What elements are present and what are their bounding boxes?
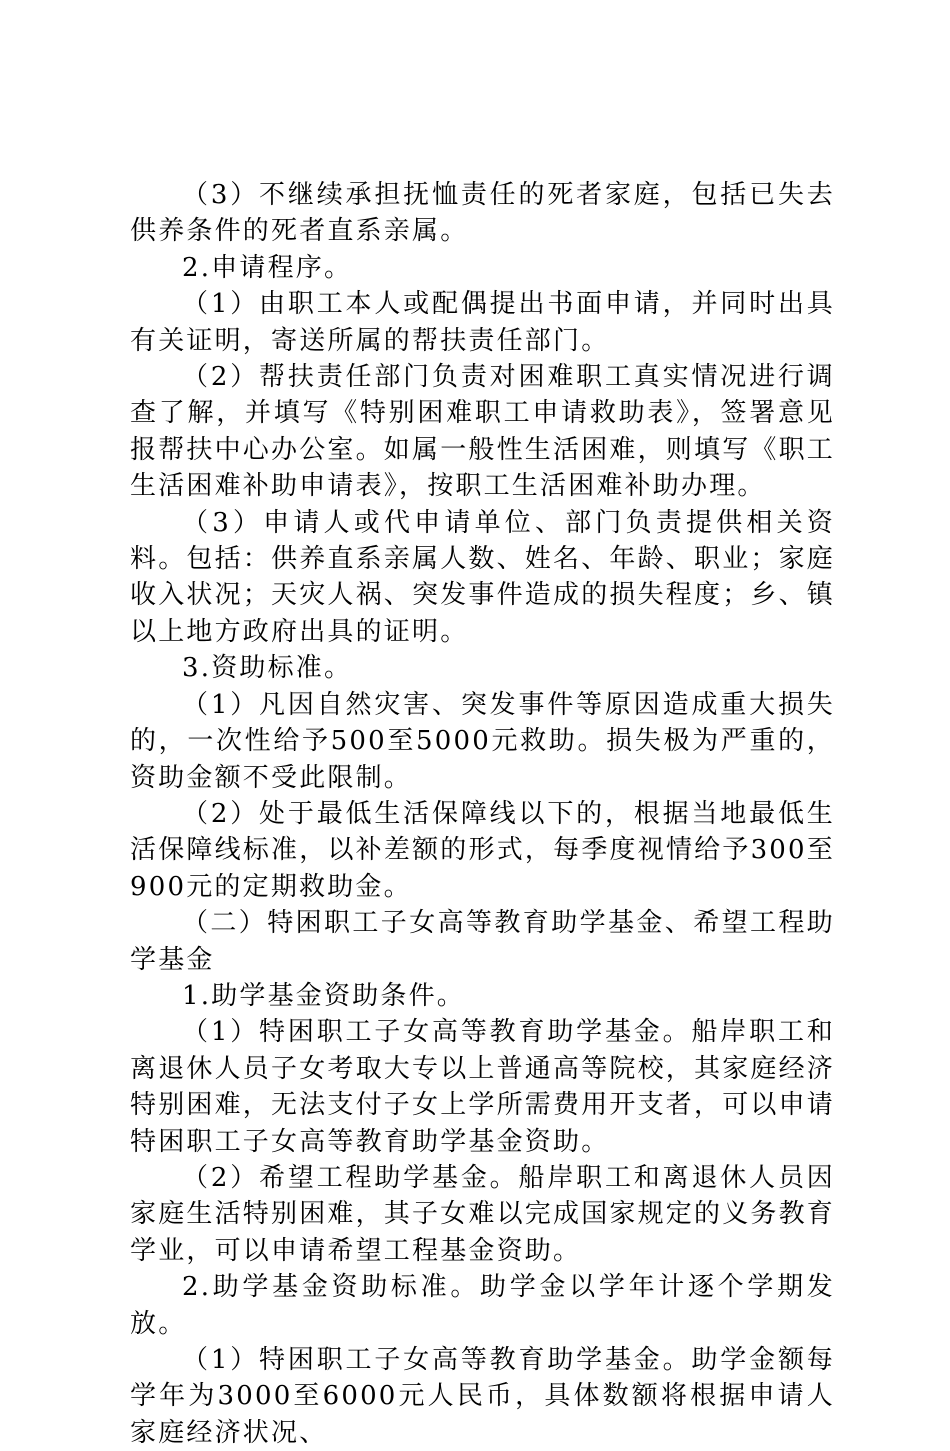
heading-fund-conditions: 1.助学基金资助条件。 — [182, 980, 466, 1011]
heading-aid-standard: 3.资助标准。 — [182, 653, 353, 684]
paragraph-standard-1: （1）凡因自然灾害、突发事件等原因造成重大损失的，一次性给予500至5000元救助。损失极为严重的，资助金额不受此限制。 — [130, 689, 835, 793]
document-body — [130, 177, 835, 1451]
paragraph-standard-2: （2）处于最低生活保障线以下的，根据当地最低生活保障线标准，以补差额的形式，每季度视情给予300至900元的定期救助金。 — [130, 798, 835, 902]
paragraph-fund-condition-1: （1）特困职工子女高等教育助学基金。船岸职工和离退休人员子女考取大专以上普通高等院校，其家庭经济特别困难，无法支付子女上学所需费用开支者，可以申请特困职工子女高等教育助学基金资助。 — [130, 1017, 836, 1157]
paragraph-procedure-1: （1）由职工本人或配偶提出书面申请，并同时出具有关证明，寄送所属的帮扶责任部门。 — [130, 289, 835, 356]
paragraph-procedure-2: （2）帮扶责任部门负责对困难职工真实情况进行调查了解，并填写《特别困难职工申请救助表》，签署意见报帮扶中心办公室。如属一般性生活困难，则填写《职工生活困难补助申请表》，按职工生活困难补助办理。 — [130, 362, 836, 502]
heading-education-fund: （二）特困职工子女高等教育助学基金、希望工程助学基金 — [130, 908, 835, 975]
paragraph-fund-condition-2: （2）希望工程助学基金。船岸职工和离退休人员因家庭生活特别困难，其子女难以完成国家规定的义务教育学业，可以申请希望工程基金资助。 — [130, 1162, 836, 1266]
paragraph-condition-3: （3）不继续承担抚恤责任的死者家庭，包括已失去供养条件的死者直系亲属。 — [130, 180, 835, 247]
heading-application-procedure: 2.申请程序。 — [182, 252, 353, 283]
heading-fund-standard: 2.助学基金资助标准。助学金以学年计逐个学期发放。 — [130, 1272, 835, 1339]
paragraph-procedure-3: （3）申请人或代申请单位、部门负责提供相关资料。包括：供养直系亲属人数、姓名、年龄、职业；家庭收入状况；天灾人祸、突发事件造成的损失程度；乡、镇以上地方政府出具的证明。 — [130, 507, 836, 647]
paragraph-fund-standard-1: （1）特困职工子女高等教育助学基金。助学金额每学年为3000至6000元人民币，具体数额将根据申请人家庭经济状况、 — [130, 1345, 835, 1448]
